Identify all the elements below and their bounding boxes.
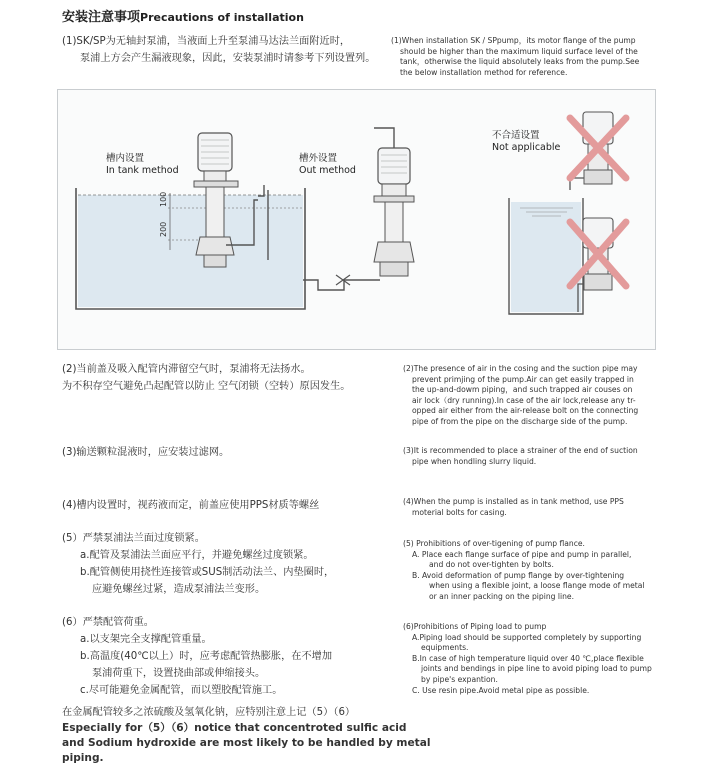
text-line: b.配管侧使用挠性连接管或SUS制活动法兰、内垫圈时，: [80, 567, 335, 578]
text-line: (2)当前盖及吸入配管内滞留空气时，泵浦将无法扬水。: [62, 364, 311, 375]
title-en: Precautions of installation: [140, 11, 304, 24]
text-line: or an inner packing on the piping line.: [429, 591, 574, 601]
section-5-en: [403, 539, 645, 603]
installation-diagram: [57, 89, 656, 350]
label-out-tank-en: Out method: [299, 165, 356, 176]
label-na-zh: 不合适设置: [492, 130, 540, 141]
section-1-zh: [62, 33, 375, 67]
label-out-tank: [299, 153, 356, 177]
text-line: the below installation method for reference.: [400, 67, 568, 77]
text-line: pipe when hondling slurry liquid.: [412, 456, 537, 466]
section-1-en: [391, 36, 639, 78]
text-line: air lock（dry running).In case of the air lock,release any tr-: [412, 395, 636, 405]
label-in-tank-zh: 槽内设置: [106, 153, 145, 164]
label-out-tank-zh: 槽外设置: [299, 153, 338, 164]
text-line: tank，otherwise the liquid absolutely leaks from the pump.See: [400, 57, 640, 67]
page-title: [62, 6, 304, 25]
section-2-en: [403, 364, 638, 428]
note-en: [62, 721, 431, 766]
diagram-drawing: [58, 90, 655, 349]
text-line: 泵浦荷重下，设置挠曲部或伸缩接头。: [92, 668, 266, 679]
na-tank-water: [511, 202, 581, 312]
text-line: c.尽可能避免金属配管，而以塑胶配管施工。: [80, 685, 283, 696]
text-line: piping.: [62, 752, 104, 764]
text-line: (2)The presence of air in the cosing and the suction pipe may: [403, 364, 638, 373]
label-in-tank-en: In tank method: [106, 165, 179, 176]
text-line: (4)When the pump is installed as in tank method, use PPS: [403, 497, 624, 506]
section-6-zh: [62, 614, 332, 699]
text-line: opped air either from the air-release bolt on the connecting: [412, 406, 639, 416]
title-zh: 安装注意事项: [62, 10, 141, 25]
text-line: (1)When installation SK / SPpump，its motor flange of the pump: [391, 36, 636, 45]
text-line: should be higher than the maximum liquid surface level of the: [400, 46, 638, 56]
text-line: (6)Prohibitions of Piping load to pump: [403, 622, 547, 631]
text-line: 应避免螺丝过紧，造成泵浦法兰变形。: [92, 584, 266, 595]
text-line: pipe of from the pipe on the discharge side of the pump.: [412, 416, 628, 426]
section-4-en: [403, 497, 624, 518]
text-line: (5) Prohibitions of over-tigening of pump flance.: [403, 539, 585, 548]
text-line: moterial bolts for casing.: [412, 507, 507, 517]
note-zh: 在金属配管较多之浓硫酸及氢氧化钠，应特别注意上记（5）（6）: [62, 707, 356, 718]
text-line: prevent primjing of the pump.Air can get easily trapped in: [412, 374, 634, 384]
text-line: the up-and-dowm piping，and such trapped air couses on: [412, 385, 633, 395]
text-line: B. Avoid deformation of pump flange by over-tightening: [412, 570, 625, 580]
section-4-zh: (4)槽内设置时，视药液而定，前盖应使用PPS材质等螺丝: [62, 500, 320, 511]
text-line: a.以支架完全支撑配管重量。: [80, 634, 212, 645]
text-line: by pipe's expantion.: [421, 674, 498, 684]
text-line: and Sodium hydroxide are most likely to be handled by metal: [62, 737, 431, 749]
text-line: A. Place each flange surface of pipe and pump in parallel,: [412, 549, 632, 559]
label-in-tank: [106, 153, 179, 177]
text-line: when using a flexible joint, a loose flange mode of metal: [429, 581, 645, 591]
dim-100: 100: [159, 191, 168, 207]
text-line: a.配管及泵浦法兰面应平行，并避免螺丝过度锁紧。: [80, 550, 314, 561]
text-line: 为不积存空气避免凸起配管以防止 空气闭锁（空转）原因发生。: [62, 381, 351, 392]
section-3-zh: (3)输送颗粒混液时，应安装过滤网。: [62, 447, 230, 458]
text-line: (6）严禁配管荷重。: [62, 617, 154, 628]
text-line: b.高温度(40℃以上）时，应考虑配管热膨胀，在不增加: [80, 651, 333, 662]
text-line: joints and bendings in pipe line to avoid piping load to pump: [421, 664, 652, 674]
text-line: equipments.: [421, 643, 469, 653]
dim-200: 200: [159, 221, 168, 237]
text-line: B.In case of high temperature liquid over 40 ℃,place flexible: [412, 653, 644, 663]
text-line: A.Piping load should be supported completely by supporting: [412, 632, 642, 642]
text-line: 泵浦上方会产生漏液现象，因此，安装泵浦时请参考下列设置列。: [80, 53, 376, 64]
text-line: (1)SK/SP为无轴封泵浦，当液面上升至泵浦马达法兰面附近时，: [62, 36, 351, 47]
text-line: (3)It is recommended to place a strainer of the end of suction: [403, 446, 638, 455]
section-2-zh: [62, 361, 351, 395]
section-5-zh: [62, 530, 334, 598]
label-na-en: Not applicable: [492, 142, 561, 153]
text-line: (5）严禁泵浦法兰面过度锁紧。: [62, 533, 205, 544]
section-6-en: [403, 622, 652, 696]
text-line: Especially for（5）（6）notice that concentroted sulfic acid: [62, 722, 407, 734]
text-line: and do not over-tighten by bolts.: [429, 560, 554, 570]
section-3-en: [403, 446, 638, 467]
text-line: C. Use resin pipe.Avoid metal pipe as possible.: [412, 685, 590, 695]
tank-water: [78, 195, 303, 307]
label-not-applicable: [492, 130, 560, 154]
